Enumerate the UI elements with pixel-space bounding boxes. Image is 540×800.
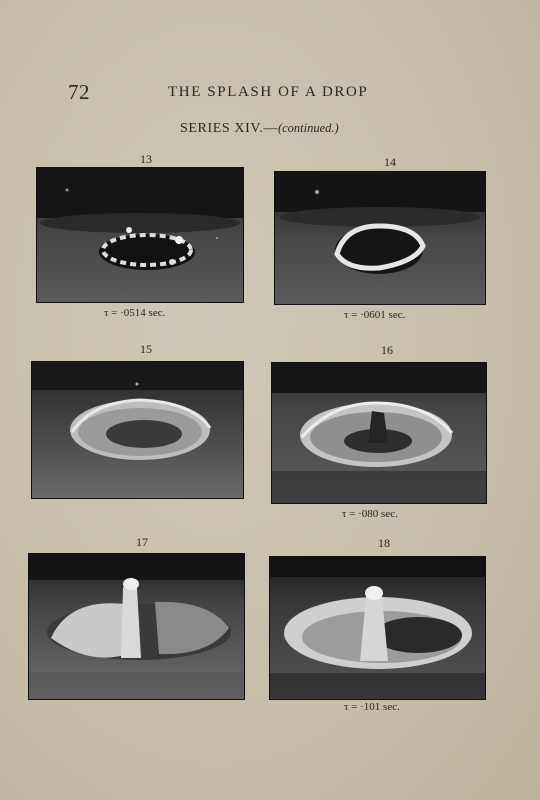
figure-17-number: 17 (136, 535, 148, 549)
figure-16-number: 16 (381, 343, 393, 357)
page-number: 72 (68, 80, 90, 104)
figure-18-number: 18 (378, 536, 390, 550)
figure-15-number: 15 (140, 342, 152, 356)
figure-15-photo (31, 361, 244, 499)
figure-14-number: 14 (384, 155, 396, 169)
series-title-main: SERIES XIV.— (180, 121, 278, 136)
figure-16-photo (271, 362, 487, 504)
figure-18-caption: τ = ·101 sec. (344, 701, 400, 713)
figure-14-caption: τ = ·0601 sec. (344, 309, 406, 321)
figure-13-caption: τ = ·0514 sec. (104, 307, 166, 319)
figure-14-photo (274, 171, 486, 305)
figure-13-number: 13 (140, 152, 152, 166)
figure-13-photo (36, 167, 244, 303)
figure-16-caption: τ = ·080 sec. (342, 508, 398, 520)
running-title: THE SPLASH OF A DROP (168, 84, 369, 100)
figure-18-photo (269, 556, 486, 700)
figure-17-photo (28, 553, 245, 700)
series-title (180, 121, 339, 137)
series-title-suffix: (continued.) (277, 121, 339, 135)
